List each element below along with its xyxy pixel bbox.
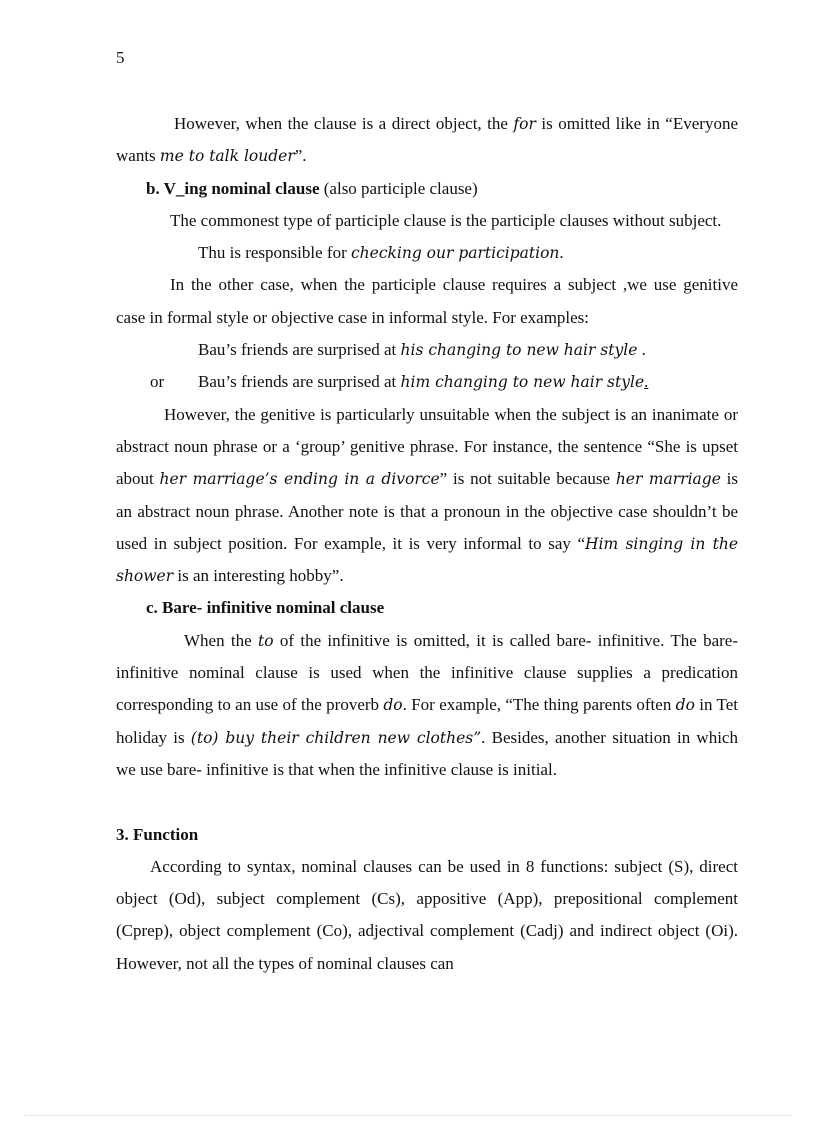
paragraph-genitive-unsuitable: However, the genitive is particularly unsuitable when the subject is an inanimate or abstract noun phrase or a ‘group’ genitive phrase. For instance, the sentence “She is upset about her marriage’s ending in a divorce” is not suitable because her marriage is an abstract noun phrase. Another note is that a pronoun in the objective case shouldn’t be used in subject position. For example, it is very informal to say “Him singing in the shower is an interesting hobby”. — [116, 404, 739, 586]
example-thu: Thu is responsible for checking our participation. — [198, 243, 564, 263]
paragraph-bare-infinitive: When the to of the infinitive is omitted, it is called bare- infinitive. The bare- infinitive nominal clause is used when the infinitive clause supplies a predication corresponding to an use of the proverb do. For example, “The thing parents often do in Tet holiday is (to) buy their children new clothes”. Besides, another situation in which we use bare- infinitive is that when the infinitive clause is initial. — [116, 630, 739, 779]
paragraph-gap — [116, 786, 738, 818]
paragraph-function: According to syntax, nominal clauses can be used in 8 functions: subject (S), direct object (Od), subject complement (Cs), appositive (App), prepositional complement (Cprep), object complement (Co), adjectival complement (Cadj) and indirect object (Oi). However, not all the types of nominal clauses can — [116, 856, 738, 973]
paragraph-participle: The commonest type of participle clause is the participle clauses without subject. — [170, 210, 722, 230]
paragraph-genitive-case: In the other case, when the participle clause requires a subject ,we use genitive case in formal style or objective case in informal style. For examples: — [116, 275, 738, 327]
document-body — [116, 108, 738, 980]
example-bau-genitive: Bau’s friends are surprised at his changing to new hair style . — [198, 340, 646, 360]
paragraph-direct-object: However, when the clause is a direct object, the for is omitted like in “Everyone wants me to talk louder”. — [116, 114, 738, 166]
page-number: 5 — [116, 48, 125, 67]
page-bottom-rule — [24, 1115, 792, 1116]
section-heading-ving: b. V_ing nominal clause (also participle clause) — [146, 178, 478, 198]
section-heading-bare-infinitive: c. Bare- infinitive nominal clause — [146, 598, 385, 618]
example-bau-objective: or Bau’s friends are surprised at him changing to new hair style. — [150, 372, 649, 392]
section-heading-function: 3. Function — [116, 824, 199, 844]
